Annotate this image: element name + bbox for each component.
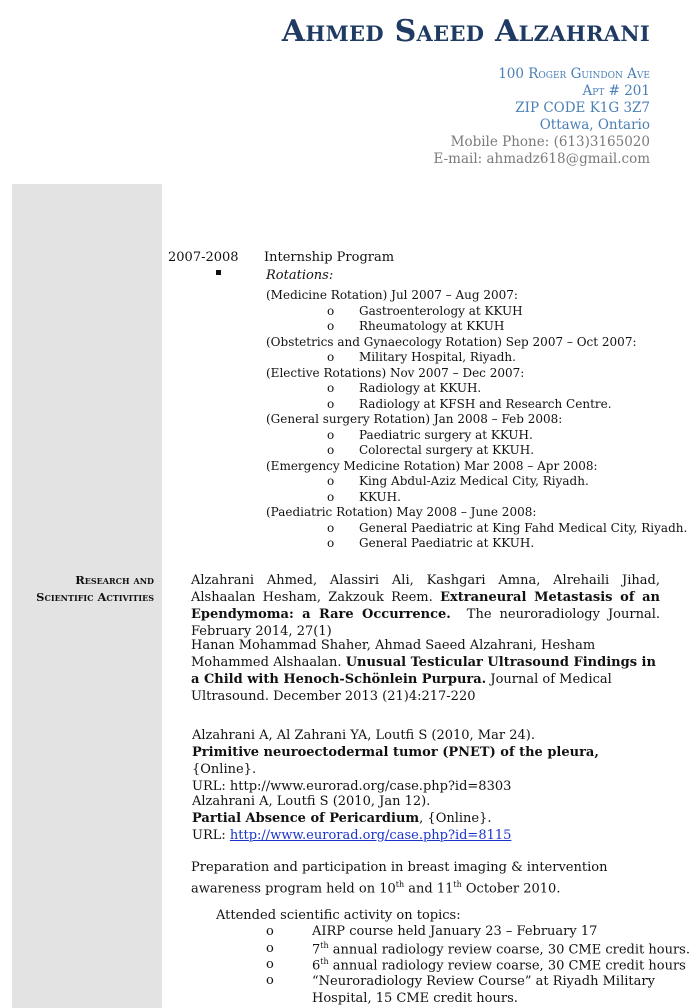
publication-2-authors: Hanan Mohammad Shaher, Ahmad Saeed Alzahrani, Hesham Mohammed Alshaalan. xyxy=(191,638,596,670)
activity-3-num: 6 xyxy=(312,958,321,974)
activity-2 xyxy=(312,941,690,957)
rotation-item: Military Hospital, Riyadh. xyxy=(359,350,516,364)
publication-1-journal: The neuroradiology Journal. February 2014, 27(1) xyxy=(191,607,660,639)
rotation-item: Radiology at KFSH and Research Centre. xyxy=(359,396,612,411)
publication-1-authors: Alzahrani Ahmed, Alassiri Ali, Kashgari Amna, Alrehaili Jihad, Alshaalan Hesham, Zakzouk Reem. xyxy=(191,573,660,605)
activity-3-sup: th xyxy=(320,957,329,966)
activity-4-line-2: Hospital, 15 CME credit hours. xyxy=(312,991,518,1006)
program-sup-2: th xyxy=(453,880,462,889)
activity-2-sup: th xyxy=(320,941,329,950)
publication-4-title: Partial Absence of Pericardium xyxy=(192,811,420,826)
activity-2-text: annual radiology review coarse, 30 CME credit hours. xyxy=(328,942,690,958)
rotation-bullet-icon: o xyxy=(327,396,335,411)
rotations-label: Rotations: xyxy=(266,268,334,283)
resume-name: Ahmed Saeed Alzahrani xyxy=(281,14,650,49)
program-text-a: Preparation and participation in breast imaging & intervention awareness program held on 10 xyxy=(191,860,608,897)
rotation-bullet-icon: o xyxy=(327,536,335,550)
rotation-bullet-icon: o xyxy=(327,427,335,442)
address-line-1: 100 Roger Guindon Ave xyxy=(498,66,650,82)
rotation-item: Paediatric surgery at KKUH. xyxy=(359,427,533,442)
activity-4-line-1: “Neuroradiology Review Course” at Riyadh Military xyxy=(312,974,655,989)
rotation-bullet-icon: o xyxy=(327,303,335,318)
breast-imaging-program xyxy=(191,859,651,897)
address-line-2: Apt # 201 xyxy=(582,83,650,99)
rotation-item: General Paediatric at KKUH. xyxy=(359,536,535,550)
rotation-bullet-icon: o xyxy=(327,319,335,333)
publication-4 xyxy=(192,793,661,844)
attended-activities-label: Attended scientific activity on topics: xyxy=(216,908,461,923)
activity-bullet-icon: o xyxy=(266,924,274,939)
rotation-item: General Paediatric at King Fahd Medical City, Riyadh. xyxy=(359,520,688,535)
activity-bullet-icon: o xyxy=(266,973,274,988)
activity-3 xyxy=(312,957,686,973)
rotation-item: King Abdul-Aziz Medical City, Riyadh. xyxy=(359,474,589,488)
rotation-heading: (Emergency Medicine Rotation) Mar 2008 – Apr 2008: xyxy=(266,458,598,473)
rotation-heading: (Obstetrics and Gynaecology Rotation) Sep 2007 – Oct 2007: xyxy=(266,334,637,349)
rotation-bullet-icon: o xyxy=(327,489,335,504)
activity-1: AIRP course held January 23 – February 17 xyxy=(312,924,598,939)
rotation-item: Radiology at KKUH. xyxy=(359,381,482,395)
rotation-item: Colorectal surgery at KKUH. xyxy=(359,443,535,457)
rotation-bullet-icon: o xyxy=(327,350,335,364)
activity-2-num: 7 xyxy=(312,942,321,958)
address-line-4: Ottawa, Ontario xyxy=(539,117,650,133)
rotation-bullet-icon: o xyxy=(327,520,335,535)
program-text-b: and 11 xyxy=(404,881,454,897)
rotation-item: Gastroenterology at KKUH xyxy=(359,303,523,318)
email: E-mail: ahmadz618@gmail.com xyxy=(433,151,650,167)
internship-title: Internship Program xyxy=(264,250,395,265)
rotation-item: KKUH. xyxy=(359,489,401,504)
publication-4-authors: Alzahrani A, Loutfi S (2010, Jan 12). xyxy=(192,794,431,809)
publication-4-online: , {Online}. xyxy=(419,811,492,826)
rotation-heading: (General surgery Rotation) Jan 2008 – Feb 2008: xyxy=(266,412,563,426)
publication-2-title: Unusual Testicular Ultrasound Findings in a Child with Henoch-Schönlein Purpura. xyxy=(191,655,656,687)
phone: Mobile Phone: (613)3165020 xyxy=(450,134,650,150)
rotation-bullet-icon: o xyxy=(327,443,335,457)
rotation-bullet-icon: o xyxy=(327,381,335,395)
publication-4-link[interactable]: http://www.eurorad.org/case.php?id=8115 xyxy=(229,828,512,843)
internship-years: 2007-2008 xyxy=(168,250,239,265)
publication-2-journal: Journal of Medical Ultrasound. December 2013 (21)4:217-220 xyxy=(191,672,612,704)
contact-block xyxy=(433,66,650,168)
activity-bullet-icon: o xyxy=(266,957,274,972)
publication-4-url-label: URL: xyxy=(192,828,226,843)
activity-3-text: annual radiology review coarse, 30 CME credit hours xyxy=(328,958,686,974)
activity-bullet-icon: o xyxy=(266,941,274,956)
section-heading-line-1: Research and xyxy=(75,573,154,587)
publication-2 xyxy=(191,637,660,705)
section-heading-research xyxy=(36,572,154,606)
program-sup-1: th xyxy=(395,880,405,889)
publication-3-title: Primitive neuroectodermal tumor (PNET) of the pleura, xyxy=(192,745,599,760)
rotation-heading: (Elective Rotations) Nov 2007 – Dec 2007: xyxy=(266,365,525,380)
publication-3-authors: Alzahrani A, Al Zahrani YA, Loutfi S (2010, Mar 24). xyxy=(192,728,535,743)
address-line-3: ZIP CODE K1G 3Z7 xyxy=(515,100,650,116)
publication-3 xyxy=(192,727,661,795)
activity-4 xyxy=(312,973,655,1007)
section-heading-line-2: Scientific Activities xyxy=(36,590,154,604)
publication-3-url: URL: http://www.eurorad.org/case.php?id=8303 xyxy=(192,779,512,794)
publication-3-online: {Online}. xyxy=(192,762,257,777)
rotation-bullet-icon: o xyxy=(327,474,335,488)
program-text-c: October 2010. xyxy=(461,881,561,897)
publication-1-title: Extraneural Metastasis of an Ependymoma: a Rare Occurrence. xyxy=(191,590,660,622)
rotation-heading: (Medicine Rotation) Jul 2007 – Aug 2007: xyxy=(266,288,518,302)
rotation-heading: (Paediatric Rotation) May 2008 – June 2008: xyxy=(266,505,537,519)
rotation-item: Rheumatology at KKUH xyxy=(359,319,505,333)
square-bullet-icon xyxy=(216,270,221,275)
publication-1 xyxy=(191,572,660,640)
